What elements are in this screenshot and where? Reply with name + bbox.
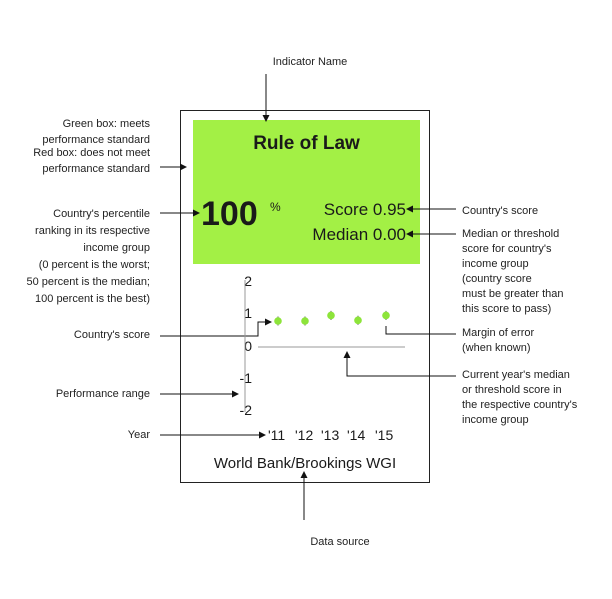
y-tick-label: 2 <box>244 273 252 289</box>
chart-marks <box>274 311 390 326</box>
y-tick-label: 0 <box>244 338 252 354</box>
margin-of-error-label: Margin of error (when known) <box>462 327 535 354</box>
data-source-text: World Bank/Brookings WGI <box>213 455 397 472</box>
x-tick-label: '12 <box>295 427 314 443</box>
margin-of-error-leader <box>386 326 456 334</box>
performance-range-label: Performance range <box>55 388 150 400</box>
percent-sign: % <box>270 200 281 214</box>
score-point <box>301 317 309 325</box>
indicator-name-label: Indicator Name <box>272 56 348 68</box>
percentile-label: Country's percentile ranking in its respective income group (0 percent is the worst; 50 percent is the median; 100 percent is the best) <box>26 208 150 305</box>
y-tick-label: 1 <box>244 305 252 321</box>
x-tick-label: '11 <box>268 427 286 443</box>
score-point <box>354 317 362 325</box>
country-score-right-label: Country's score <box>462 205 539 217</box>
current-median-label: Current year's median or threshold score in the respective country's income group <box>462 369 578 426</box>
percentile-number: 100 <box>201 195 258 233</box>
x-tick-label: '15 <box>375 427 394 443</box>
score-point <box>382 312 390 320</box>
median-value: Median 0.00 <box>312 225 406 244</box>
x-tick-label: '14 <box>347 427 366 443</box>
country-score-left-label: Country's score <box>73 329 150 341</box>
data-source-label: Data source <box>310 536 370 548</box>
median-threshold-label: Median or threshold score for country's income group (country score must be greater than this score to pass) <box>462 228 564 315</box>
score-point <box>274 317 282 325</box>
score-point <box>327 312 335 320</box>
red-box-label: Red box: does not meet performance standard <box>33 147 150 175</box>
x-tick-label: '13 <box>321 427 340 443</box>
y-tick-label: -2 <box>239 402 252 418</box>
y-tick-label: -1 <box>239 370 252 386</box>
indicator-title: Rule of Law <box>253 133 360 154</box>
country-score-left-arrow <box>160 322 271 336</box>
green-box-label: Green box: meets performance standard <box>42 118 150 146</box>
current-median-arrow <box>347 352 456 376</box>
country-score-value: Score 0.95 <box>323 200 406 219</box>
year-label: Year <box>127 429 150 441</box>
